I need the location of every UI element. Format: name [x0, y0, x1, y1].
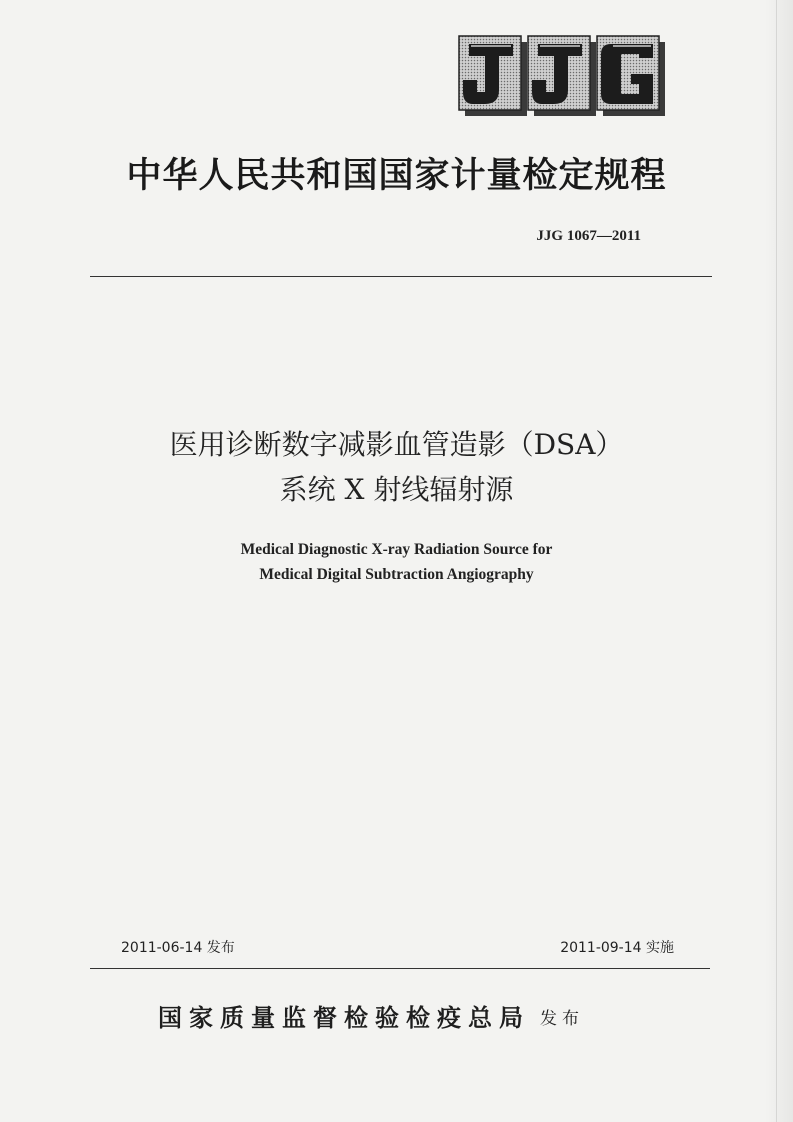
- chinese-title-line-1: 医用诊断数字减影血管造影（DSA）: [169, 428, 624, 461]
- standard-series-title: 中华人民共和国国家计量检定规程: [126, 155, 667, 196]
- effective-date: 2011-09-14 实施: [560, 940, 674, 956]
- header-divider: [90, 276, 712, 277]
- publisher-suffix: 发布: [540, 1009, 584, 1029]
- publisher-name: 国家质量监督检验检疫总局: [158, 1003, 530, 1032]
- issue-date: 2011-06-14 发布: [121, 940, 235, 956]
- standard-code: JJG 1067—2011: [536, 228, 641, 244]
- footer-divider: [90, 968, 710, 969]
- english-title-line-1: Medical Diagnostic X-ray Radiation Source for: [240, 541, 553, 558]
- jjg-logo-icon: [455, 32, 670, 120]
- chinese-title-line-2: 系统 X 射线辐射源: [279, 473, 514, 506]
- publisher: [158, 998, 584, 1033]
- english-title-line-2: Medical Digital Subtraction Angiography: [259, 566, 534, 583]
